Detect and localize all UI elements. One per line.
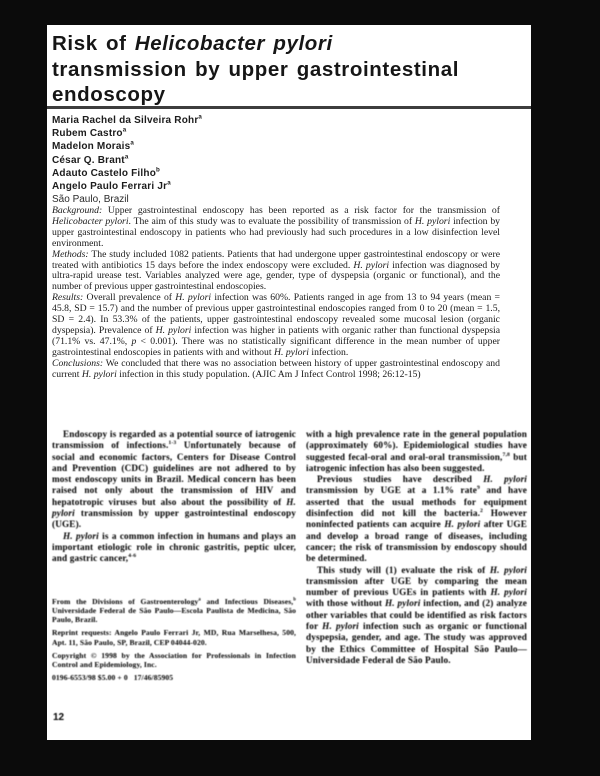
article-title-line: transmission by upper gastrointestinal bbox=[52, 57, 459, 81]
author-name: Madelon Morais$^a$ bbox=[52, 140, 135, 153]
article-title-line: Risk of Helicobacter pylori bbox=[52, 32, 333, 55]
body-left-column bbox=[52, 429, 296, 686]
author-name: Angelo Paulo Ferrari Jr$^a$ bbox=[52, 179, 171, 193]
title-rule bbox=[47, 106, 531, 109]
author-name: Adauto Castelo Filho$^b$ bbox=[52, 166, 160, 179]
page-number: 12 bbox=[53, 712, 65, 723]
body-paragraph: This study will (1) evaluate the risk of H. pylori transmission after UGE by comparing the mean number of previous UGEs in patients with H. pylori with those without H. pylori infection, and (2) analyze other variables that could be identified as risk factors for H. pylori infection such as organic or functional dyspepsia, gender, and age. The study was approved by the Ethics Committee of Hospital São Paulo—Universidade Federal de São Paulo. bbox=[306, 564, 527, 665]
footnote: 0196-6553/98 $5.00 + 0 17/46/85905 bbox=[52, 672, 174, 682]
article-title-line: endoscopy bbox=[52, 83, 166, 106]
footnote: Reprint requests: Angelo Paulo Ferrari Jr, MD, Rua Marselhesa, 500, Apt. 11, São Paulo, SP, Brazil, CEP 04044-020. bbox=[52, 628, 296, 647]
body-right-column bbox=[306, 429, 527, 686]
body-paragraph: Previous studies have described H. pylori transmission by UGE at a 1.1% rate$^9$ and have asserted that the usual methods for equipment disinfection did not kill the bacteria.$^2$ However noninfected patients can acquire H. pylori after UGE and develop a broad range of diseases, including cancer; the risk of transmission by endoscopy should be determined. bbox=[306, 474, 528, 564]
author-name: César Q. Brant$^a$ bbox=[52, 153, 129, 166]
article-title bbox=[52, 31, 527, 108]
body-columns bbox=[52, 429, 527, 686]
abstract-paragraph: Results: Overall prevalence of H. pylori infection was 60%. Patients ranged in age from 13 to 94 years (mean = 45.8, SD = 15.7) and the number of previous upper gastrointestinal endoscopies ranged from 0 to 20 (mean = 1.5, SD = 2.4). In 53.3% of the patients, upper gastrointestinal endoscopy revealed some mucosal lesion (organic dyspepsia). Prevalence of H. pylori infection was higher in patients with organic rather than functional dyspepsia (71.1% vs. 47.1%, p < 0.001). There was no statistically significant difference in the mean number of upper gastrointestinal endoscopies in patients with and without H. pylori infection. bbox=[52, 292, 500, 358]
author-name: Rubem Castro$^a$ bbox=[52, 126, 127, 140]
author-name: Maria Rachel da Silveira Rohr$^a$ bbox=[52, 113, 203, 126]
author-names bbox=[52, 114, 202, 193]
abstract-paragraph: Conclusions: We concluded that there was no association between history of upper gastrointestinal endoscopy and current H. pylori infection in this study population. (AJIC Am J Infect Control 1998; 26:12-15) bbox=[52, 357, 500, 380]
author-list bbox=[52, 114, 202, 206]
footnotes bbox=[52, 597, 296, 683]
body-paragraph: with a high prevalence rate in the general population (approximately 60%). Epidemiological studies have suggested fecal-oral and oral-oral transmission,$^{7,8}$ but iatrogenic infection has also been suggested. bbox=[306, 429, 527, 473]
abstract-paragraph: Background: Upper gastrointestinal endoscopy has been reported as a risk factor for the transmission of Helicobacter pylori. The aim of this study was to evaluate the possibility of transmission of H. pylori infection by upper gastrointestinal endoscopy in patients who had previously had such procedures in a low disinfection level environment. bbox=[52, 205, 501, 249]
body-paragraph: Endoscopy is regarded as a potential source of iatrogenic transmission of infections.$^{1-3}$ Unfortunately because of social and economic factors, Centers for Disease Control and Prevention (CDC) guidelines are not adhered to by most endoscopy units in Brazil. Medical concern has been raised not only about the transmission of HIV and hepatotropic viruses but also about the possibility of H. pylori transmission by upper gastrointestinal endoscopy (UGE). bbox=[52, 429, 296, 530]
body-paragraph: H. pylori is a common infection in humans and plays an important etiologic role in chronic gastritis, peptic ulcer, and gastric cancer,$^{4-6}$ bbox=[52, 530, 296, 564]
footnote: From the Divisions of Gastroenterology$^a$ and Infectious Diseases,$^b$ Universidade Federal de São Paulo—Escola Paulista de Medicina, São Paulo, Brazil. bbox=[52, 596, 296, 625]
article-page bbox=[47, 25, 531, 740]
body-left-text bbox=[52, 429, 296, 565]
footnote: Copyright © 1998 by the Association for Professionals in Infection Control and Epidemiology, Inc. bbox=[52, 650, 296, 669]
abstract bbox=[52, 206, 500, 381]
author-affiliation: São Paulo, Brazil bbox=[52, 194, 129, 206]
abstract-paragraph: Methods: The study included 1082 patients. Patients that had undergone upper gastrointestinal endoscopy or were treated with antibiotics 15 days before the index endoscopy were excluded. H. pylori infection was diagnosed by ultra-rapid urease test. Variables analyzed were age, gender, type of dyspepsia (organic or functional), and the number of previous upper gastrointestinal endoscopies. bbox=[52, 248, 501, 293]
